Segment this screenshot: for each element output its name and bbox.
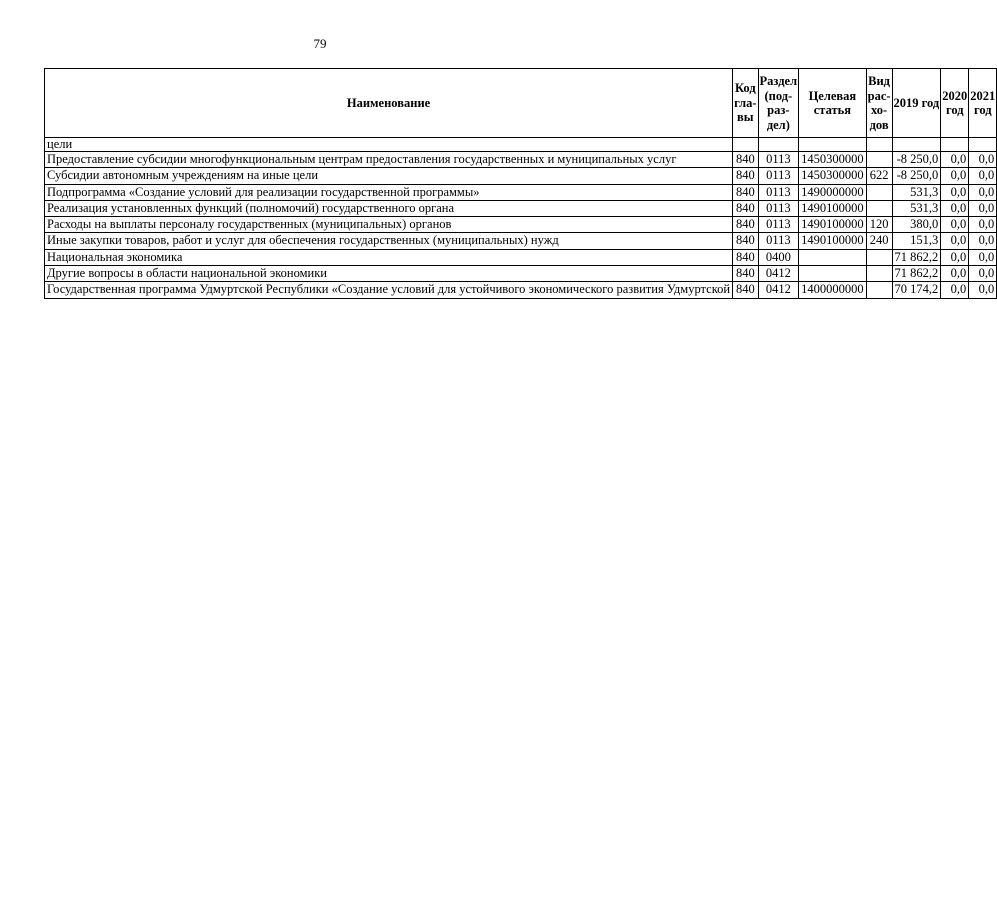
table-row [45, 184, 997, 200]
cell-2020: 0,0 [941, 184, 969, 200]
header-name: Наименование [45, 69, 733, 138]
cell-2020: 0,0 [941, 168, 969, 184]
cell-expense-type: 622 [866, 168, 892, 184]
cell-name: Предоставление субсидии многофункциональным центрам предоставления государственных и муниципальных услуг [45, 152, 733, 168]
cell-name: Государственная программа Удмуртской Республики «Создание условий для устойчивого экономического развития Удмуртской [45, 282, 733, 298]
cell-2020: 0,0 [941, 233, 969, 249]
cell-name: Расходы на выплаты персоналу государственных (муниципальных) органов [45, 217, 733, 233]
cell-target-item: 1490000000 [799, 184, 867, 200]
cell-chapter-code [733, 138, 758, 152]
cell-section [758, 138, 799, 152]
table-row [45, 233, 997, 249]
cell-section: 0113 [758, 184, 799, 200]
cell-section: 0400 [758, 249, 799, 265]
cell-expense-type [866, 152, 892, 168]
cell-name: Национальная экономика [45, 249, 733, 265]
cell-section: 0412 [758, 266, 799, 282]
cell-2019: -8 250,0 [892, 152, 941, 168]
table-row [45, 282, 997, 298]
cell-2021: 0,0 [969, 217, 997, 233]
cell-target-item: 1490100000 [799, 233, 867, 249]
table-row [45, 266, 997, 282]
cell-expense-type [866, 200, 892, 216]
cell-section: 0113 [758, 168, 799, 184]
cell-target-item: 1400000000 [799, 282, 867, 298]
cell-2021: 0,0 [969, 184, 997, 200]
cell-expense-type [866, 282, 892, 298]
header-section: Раздел (под-раз-дел) [758, 69, 799, 138]
cell-target-item: 1450300000 [799, 168, 867, 184]
cell-2019: 380,0 [892, 217, 941, 233]
header-2019: 2019 год [892, 69, 941, 138]
cell-target-item: 1490100000 [799, 217, 867, 233]
table-row [45, 138, 997, 152]
cell-2019: 531,3 [892, 184, 941, 200]
cell-target-item: 1490100000 [799, 200, 867, 216]
cell-expense-type [866, 249, 892, 265]
cell-chapter-code: 840 [733, 217, 758, 233]
table-row [45, 217, 997, 233]
cell-chapter-code: 840 [733, 233, 758, 249]
cell-2019 [892, 138, 941, 152]
cell-section: 0113 [758, 217, 799, 233]
cell-2019: 151,3 [892, 233, 941, 249]
cell-2019: 71 862,2 [892, 249, 941, 265]
budget-table [44, 68, 997, 299]
header-chapter-code: Код гла-вы [733, 69, 758, 138]
cell-2021: 0,0 [969, 152, 997, 168]
header-2021: 2021 год [969, 69, 997, 138]
cell-2020: 0,0 [941, 200, 969, 216]
cell-2019: -8 250,0 [892, 168, 941, 184]
header-target-item: Целевая статья [799, 69, 867, 138]
cell-expense-type: 240 [866, 233, 892, 249]
cell-name: Реализация установленных функций (полномочий) государственного органа [45, 200, 733, 216]
table-row [45, 249, 997, 265]
page-number: 79 [313, 36, 327, 51]
cell-name: Подпрограмма «Создание условий для реализации государственной программы» [45, 184, 733, 200]
cell-name: Другие вопросы в области национальной экономики [45, 266, 733, 282]
cell-2020: 0,0 [941, 152, 969, 168]
cell-2021: 0,0 [969, 249, 997, 265]
table-row [45, 168, 997, 184]
cell-2021: 0,0 [969, 282, 997, 298]
cell-chapter-code: 840 [733, 168, 758, 184]
cell-name: цели [45, 138, 733, 152]
cell-2019: 70 174,2 [892, 282, 941, 298]
cell-2020: 0,0 [941, 217, 969, 233]
cell-chapter-code: 840 [733, 200, 758, 216]
header-2020: 2020 год [941, 69, 969, 138]
cell-target-item [799, 138, 867, 152]
cell-chapter-code: 840 [733, 282, 758, 298]
cell-expense-type: 120 [866, 217, 892, 233]
cell-2020 [941, 138, 969, 152]
cell-section: 0113 [758, 200, 799, 216]
cell-2021: 0,0 [969, 266, 997, 282]
cell-2019: 71 862,2 [892, 266, 941, 282]
cell-2020: 0,0 [941, 249, 969, 265]
table-row [45, 152, 997, 168]
cell-expense-type [866, 184, 892, 200]
cell-name: Иные закупки товаров, работ и услуг для обеспечения государственных (муниципальных) нужд [45, 233, 733, 249]
cell-section: 0113 [758, 152, 799, 168]
cell-chapter-code: 840 [733, 152, 758, 168]
header-row [45, 69, 997, 138]
cell-2019: 531,3 [892, 200, 941, 216]
cell-target-item: 1450300000 [799, 152, 867, 168]
cell-section: 0412 [758, 282, 799, 298]
cell-2021: 0,0 [969, 233, 997, 249]
cell-2020: 0,0 [941, 266, 969, 282]
cell-2021: 0,0 [969, 200, 997, 216]
cell-name: Субсидии автономным учреждениям на иные цели [45, 168, 733, 184]
cell-chapter-code: 840 [733, 184, 758, 200]
cell-2021: 0,0 [969, 168, 997, 184]
cell-chapter-code: 840 [733, 249, 758, 265]
cell-expense-type [866, 138, 892, 152]
cell-2020: 0,0 [941, 282, 969, 298]
cell-chapter-code: 840 [733, 266, 758, 282]
table-row [45, 200, 997, 216]
cell-expense-type [866, 266, 892, 282]
cell-section: 0113 [758, 233, 799, 249]
cell-2021 [969, 138, 997, 152]
cell-target-item [799, 266, 867, 282]
header-expense-type: Вид рас-хо-дов [866, 69, 892, 138]
cell-target-item [799, 249, 867, 265]
